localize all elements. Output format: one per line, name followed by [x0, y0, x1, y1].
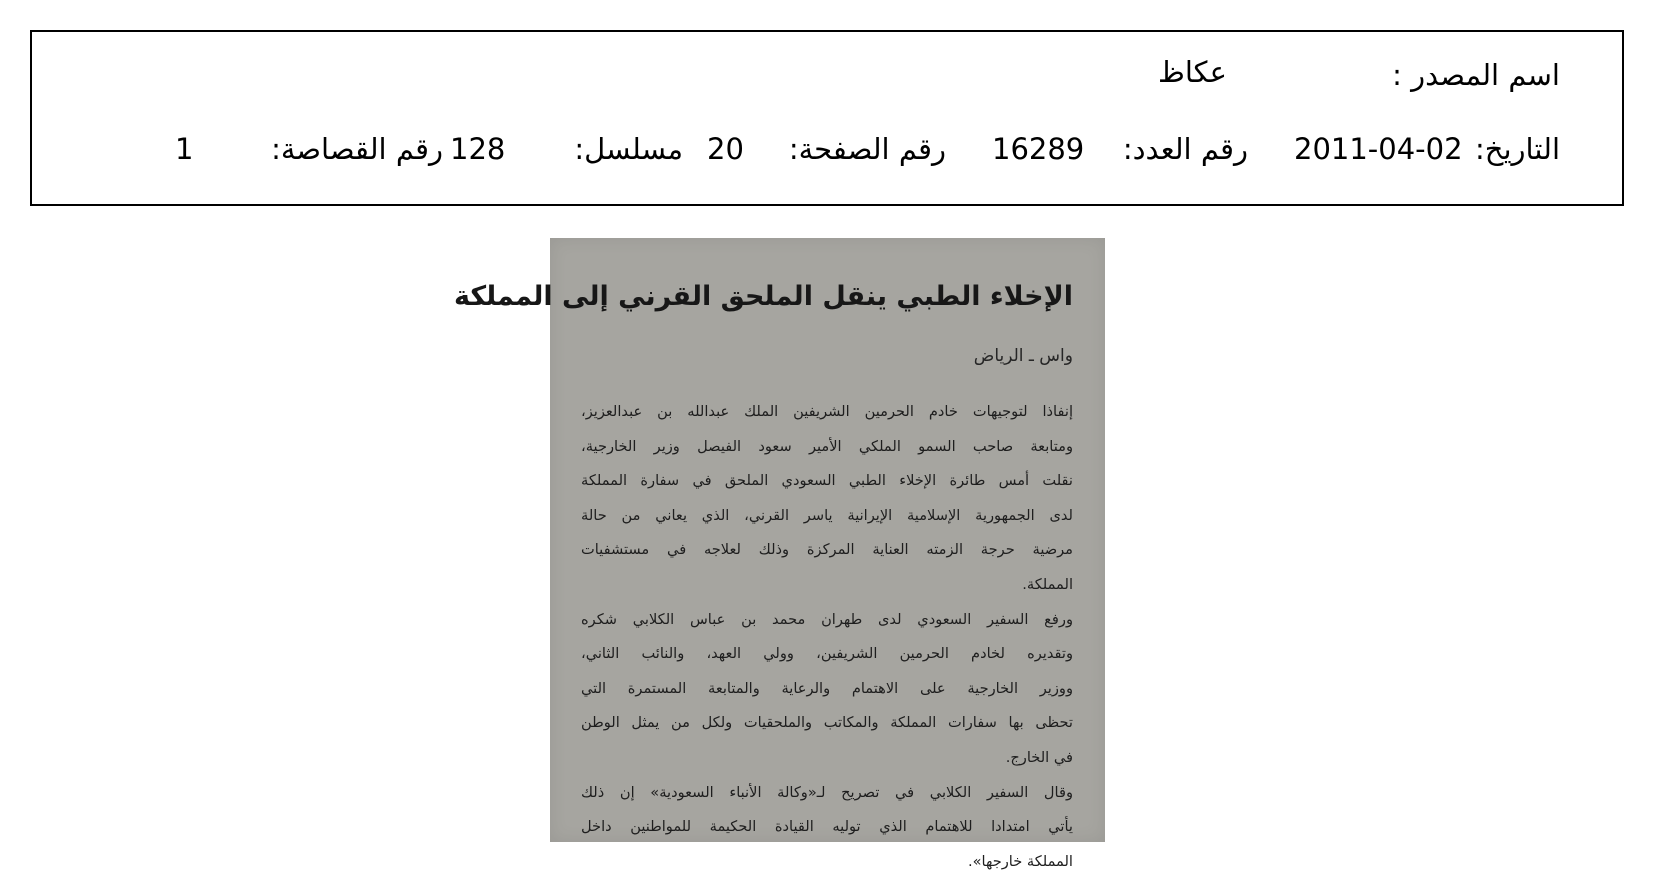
- article-headline: الإخلاء الطبي ينقل الملحق القرني إلى المملكة: [453, 281, 1073, 312]
- page-label: رقم الصفحة:: [788, 132, 946, 166]
- source-label: اسم المصدر :: [1392, 58, 1560, 92]
- source-value: عكاظ: [1158, 55, 1227, 89]
- date-value: 2011-04-02: [1294, 132, 1463, 166]
- issue-value: 16289: [992, 132, 1085, 166]
- article-line: وتقديره لخادم الحرمين الشريفين، وولي العهد، والنائب الثاني،: [581, 645, 1073, 663]
- article-line: نقلت أمس طائرة الإخلاء الطبي السعودي الملحق في سفارة المملكة: [581, 472, 1073, 490]
- clip-number-label: رقم القصاصة:: [271, 132, 443, 166]
- article-line: إنفاذا لتوجيهات خادم الحرمين الشريفين الملك عبدالله بن عبدالعزيز،: [581, 403, 1073, 420]
- serial-value: 128: [450, 132, 506, 166]
- article-line: لدى الجمهورية الإسلامية الإيرانية ياسر القرني، الذي يعاني من حالة: [581, 506, 1073, 524]
- newspaper-clipping: [453, 238, 1105, 870]
- article-line: المملكة.: [1022, 575, 1073, 593]
- article-line: ورفع السفير السعودي لدى طهران محمد بن عباس الكلابي شكره: [581, 610, 1073, 628]
- article-line: المملكة خارجها».: [967, 852, 1073, 870]
- serial-label: مسلسل:: [574, 132, 683, 166]
- article-line: مرضية حرجة الزمته العناية المركزة وذلك لعلاجه في مستشفيات: [581, 541, 1073, 559]
- article-byline: واس ـ الرياض: [973, 346, 1073, 366]
- article-line: في الخارج.: [1005, 748, 1073, 766]
- article-line: تحظى بها سفارات المملكة والمكاتب والملحقيات ولكل من يمثل الوطن: [581, 714, 1073, 732]
- article-line: وقال السفير الكلابي في تصريح لـ«وكالة الأنباء السعودية» إن ذلك: [581, 783, 1073, 801]
- clip-number-value: 1: [175, 132, 194, 166]
- article-body: [581, 395, 1073, 879]
- header-info-box: [30, 30, 1624, 206]
- page-value: 20: [707, 132, 744, 166]
- article-line: يأتي امتدادا للاهتمام الذي توليه القيادة الحكيمة للمواطنين داخل: [581, 818, 1073, 836]
- date-label: التاريخ:: [1474, 132, 1560, 166]
- article-line: ومتابعة صاحب السمو الملكي الأمير سعود الفيصل وزير الخارجية،: [581, 437, 1073, 455]
- issue-label: رقم العدد:: [1122, 132, 1248, 166]
- article-line: ووزير الخارجية على الاهتمام والرعاية والمتابعة المستمرة التي: [581, 679, 1073, 697]
